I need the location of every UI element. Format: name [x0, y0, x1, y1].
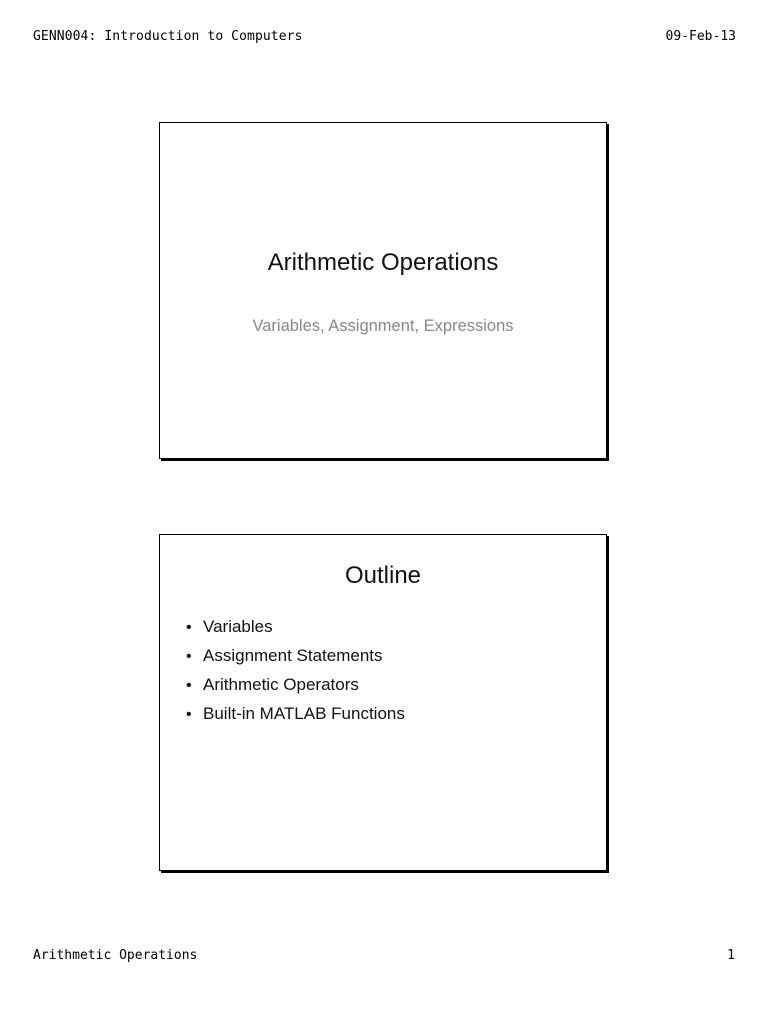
list-item	[186, 617, 405, 646]
bullet-text: Assignment Statements	[203, 646, 383, 665]
bullet-icon: •	[186, 706, 192, 723]
list-item	[186, 675, 405, 704]
slide-title: Arithmetic Operations	[267, 249, 499, 276]
list-item	[186, 646, 405, 675]
bullet-icon: •	[186, 619, 192, 636]
bullet-text: Arithmetic Operators	[203, 675, 359, 694]
footer-title: Arithmetic Operations	[33, 948, 198, 963]
header-date: 09-Feb-13	[665, 29, 736, 44]
outline-bullet-list	[186, 617, 405, 733]
slide-title-slide	[159, 122, 607, 459]
bullet-icon: •	[186, 648, 192, 665]
bullet-text: Variables	[203, 617, 273, 636]
slide-outline	[159, 534, 607, 871]
header-course-title: GENN004: Introduction to Computers	[33, 29, 303, 44]
outline-title: Outline	[344, 562, 422, 589]
bullet-text: Built-in MATLAB Functions	[203, 704, 405, 723]
slide-subtitle: Variables, Assignment, Expressions	[252, 317, 514, 335]
bullet-icon: •	[186, 677, 192, 694]
footer-page-number: 1	[727, 948, 735, 963]
list-item	[186, 704, 405, 733]
